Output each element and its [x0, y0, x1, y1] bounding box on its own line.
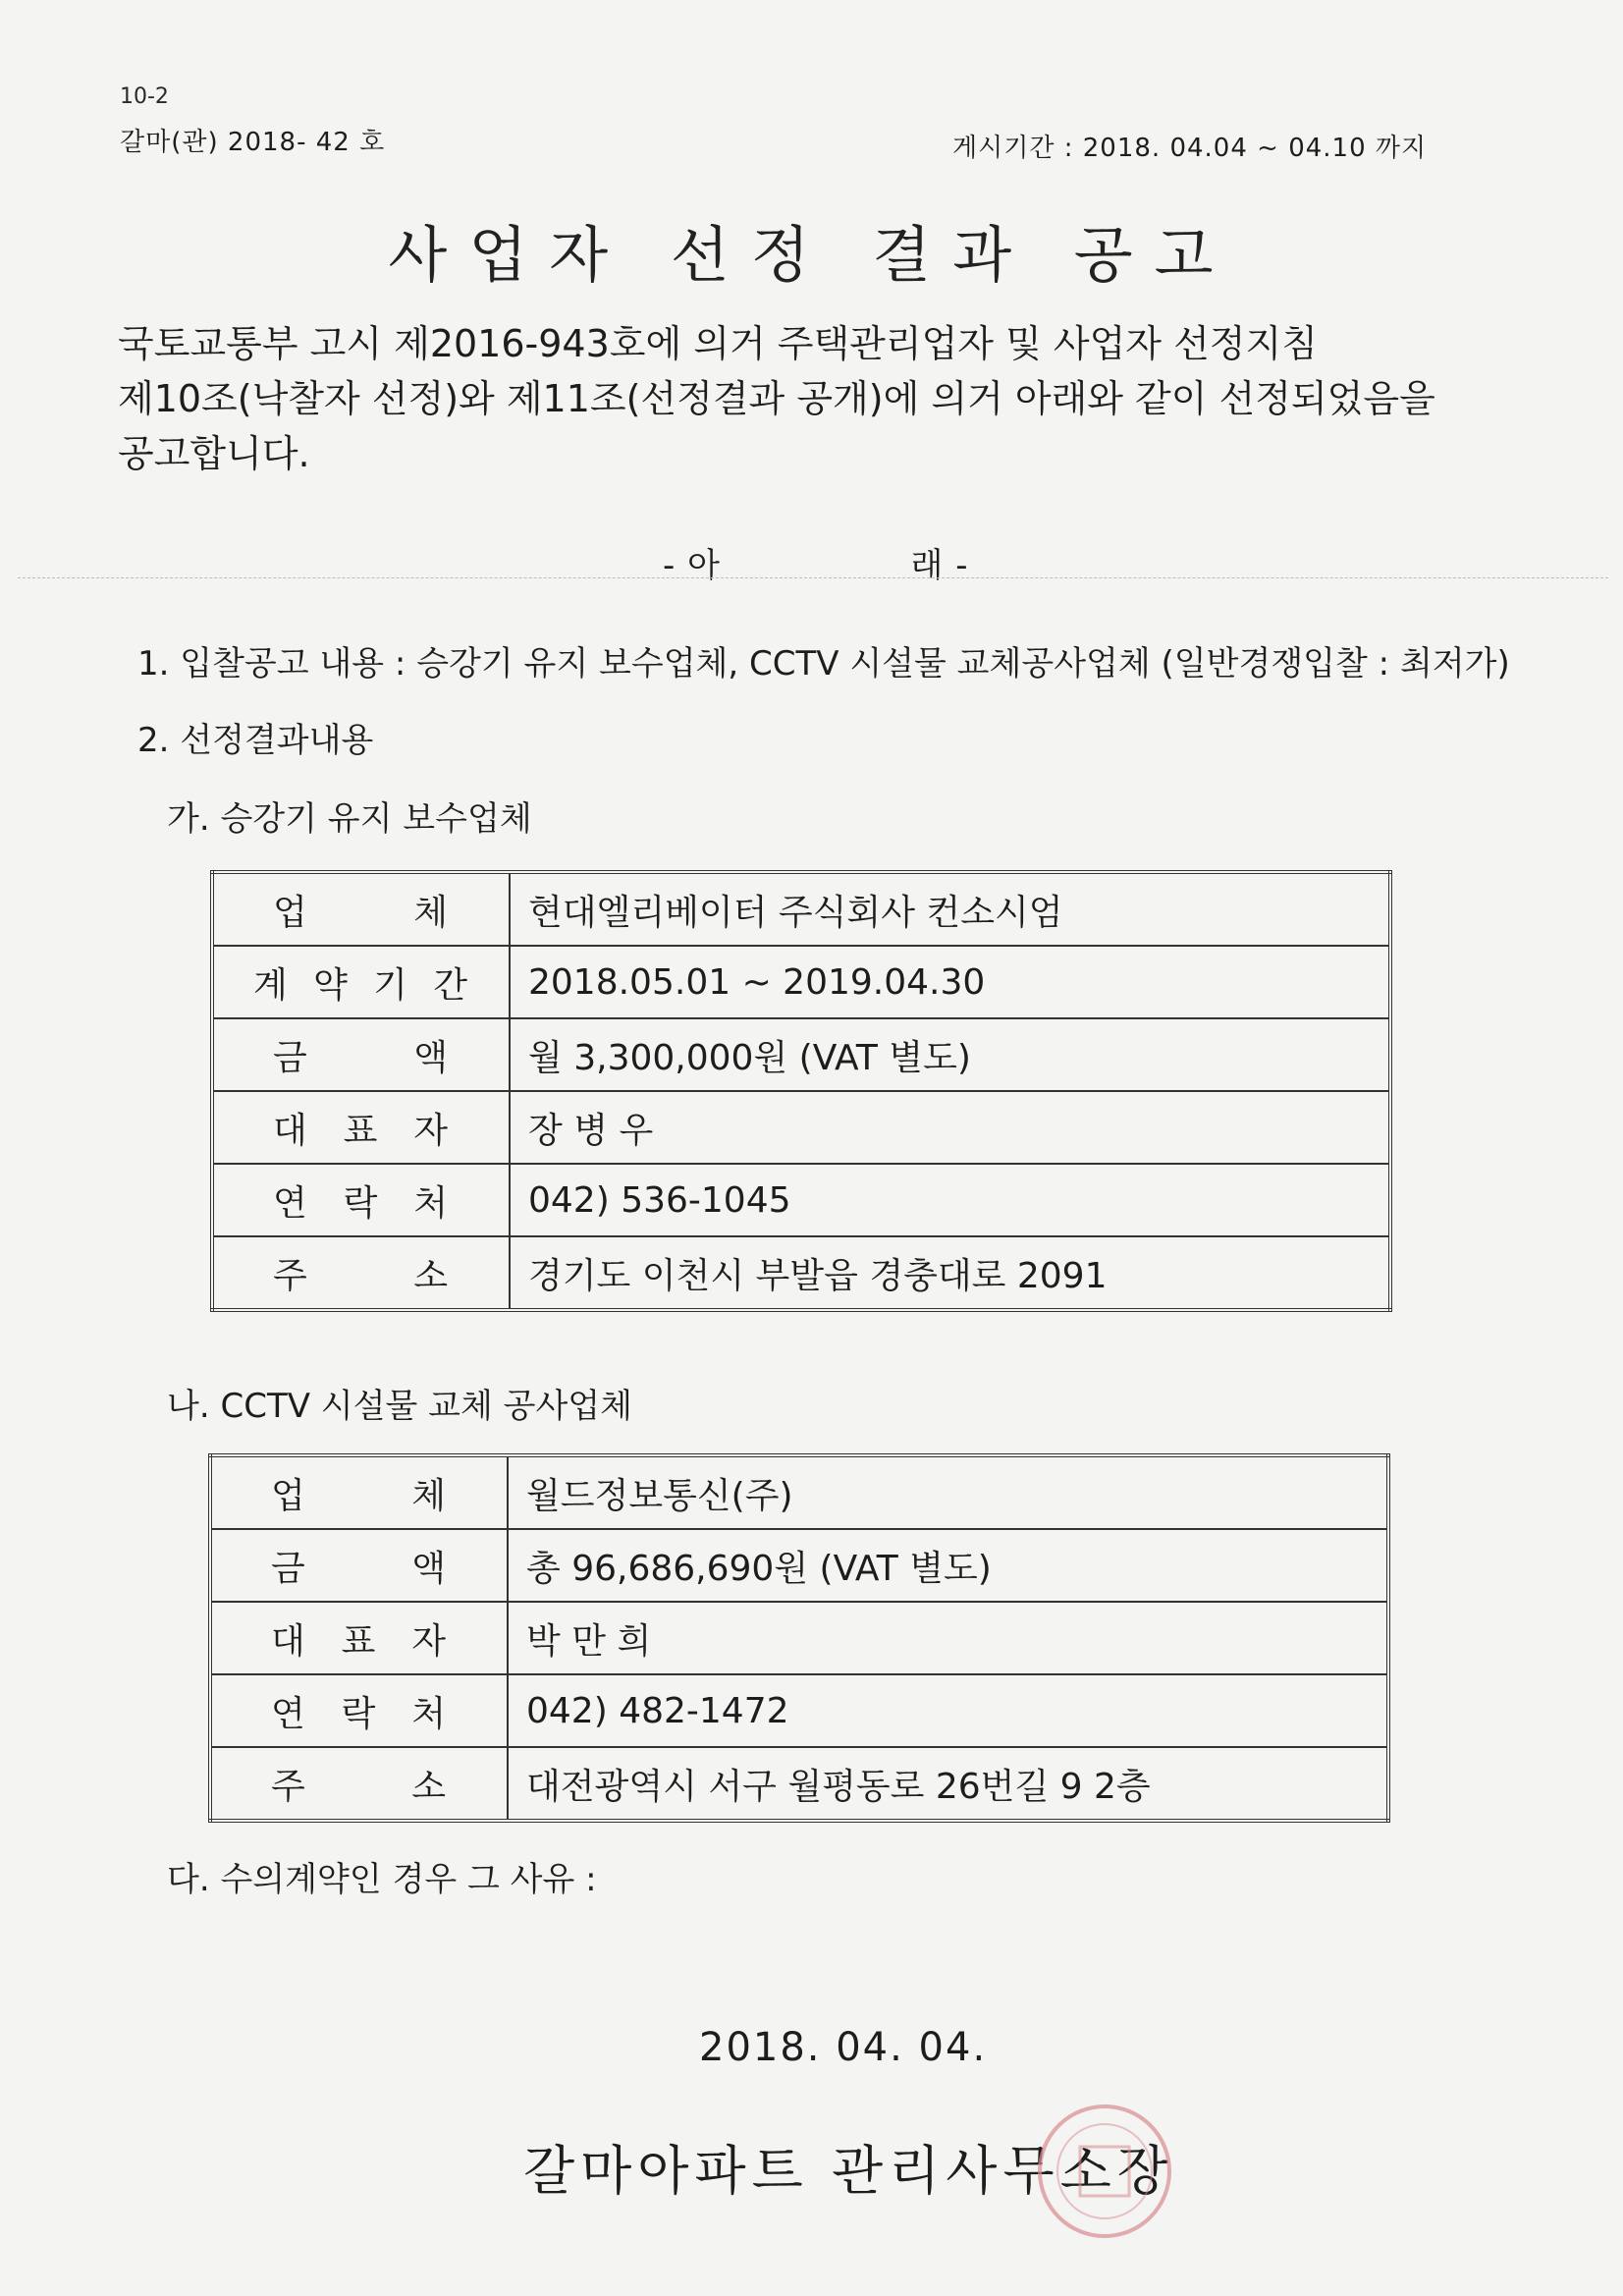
row-label-text — [273, 1030, 450, 1080]
row-label — [212, 1164, 510, 1236]
label-char: 연 — [271, 1693, 307, 1734]
label-char: 표 — [343, 1110, 380, 1151]
row-label-text — [271, 1468, 448, 1518]
section-b-heading: 나. CCTV 시설물 교체 공사업체 — [167, 1387, 632, 1426]
label-char: 자 — [411, 1620, 448, 1662]
table-row — [210, 1674, 1388, 1747]
label-char: 처 — [413, 1182, 450, 1224]
label-char: 약 — [313, 964, 350, 1006]
table-row — [212, 1236, 1390, 1310]
label-char: 업 — [273, 892, 309, 933]
divider — [18, 577, 1608, 578]
row-label — [212, 1236, 510, 1310]
table-row — [212, 872, 1390, 946]
row-label-text — [253, 957, 469, 1008]
row-label-text — [271, 1613, 448, 1664]
label-char: 락 — [341, 1693, 378, 1734]
label-char: 금 — [271, 1548, 307, 1589]
row-label — [210, 1674, 508, 1747]
row-label-text — [273, 1248, 450, 1298]
official-seal-stamp — [1031, 2098, 1178, 2245]
intro-line-2: 제10조(낙찰자 선정)와 제11조(선정결과 공개)에 의거 아래와 같이 선정되었음을 — [118, 377, 1435, 420]
row-label — [212, 1091, 510, 1164]
row-value: 장 병 우 — [510, 1091, 1390, 1164]
label-char: 액 — [413, 1037, 450, 1078]
row-label — [212, 872, 510, 946]
below-heading-left: - 아 — [663, 546, 721, 585]
row-value: 월드정보통신(주) — [508, 1455, 1388, 1529]
row-label — [210, 1455, 508, 1529]
label-char: 대 — [273, 1110, 309, 1151]
table-row — [212, 946, 1390, 1018]
row-value: 042) 482-1472 — [508, 1674, 1388, 1747]
row-label — [210, 1602, 508, 1674]
section-c-heading: 다. 수의계약인 경우 그 사유 : — [167, 1860, 597, 1899]
row-value: 경기도 이천시 부발읍 경충대로 2091 — [510, 1236, 1390, 1310]
section-a-heading: 가. 승강기 유지 보수업체 — [167, 799, 532, 839]
notice-date: 2018. 04. 04. — [699, 2025, 988, 2070]
label-char: 금 — [273, 1037, 309, 1078]
table-row — [212, 1018, 1390, 1091]
table-row — [210, 1747, 1388, 1821]
row-label-text — [271, 1541, 448, 1591]
below-heading — [663, 538, 968, 586]
label-char: 계 — [253, 964, 290, 1006]
label-char: 간 — [433, 964, 469, 1006]
intro-line-3: 공고합니다. — [118, 432, 310, 475]
table-row — [212, 1091, 1390, 1164]
label-char: 자 — [413, 1110, 450, 1151]
row-label — [212, 946, 510, 1018]
result-item: 2. 선정결과내용 — [137, 721, 374, 760]
table-row — [210, 1529, 1388, 1602]
label-char: 연 — [273, 1182, 309, 1224]
label-char: 주 — [271, 1766, 307, 1807]
bid-notice-item: 1. 입찰공고 내용 : 승강기 유지 보수업체, CCTV 시설물 교체공사업체 (일반경쟁입찰 : 최저가) — [137, 644, 1510, 683]
intro-line-1: 국토교통부 고시 제2016-943호에 의거 주택관리업자 및 사업자 선정지침 — [118, 322, 1318, 365]
label-char: 소 — [411, 1766, 448, 1807]
label-char: 업 — [271, 1475, 307, 1516]
row-value: 대전광역시 서구 월평동로 26번길 9 2층 — [508, 1747, 1388, 1821]
row-value: 2018.05.01 ~ 2019.04.30 — [510, 946, 1390, 1018]
below-heading-right: 래 - — [910, 546, 969, 585]
row-label-text — [273, 1175, 450, 1226]
label-char: 체 — [413, 892, 450, 933]
elevator-vendor-table — [210, 870, 1392, 1312]
row-label-text — [271, 1759, 448, 1809]
table-row — [212, 1164, 1390, 1236]
row-value: 총 96,686,690원 (VAT 별도) — [508, 1529, 1388, 1602]
row-value: 박 만 희 — [508, 1602, 1388, 1674]
label-char: 대 — [271, 1620, 307, 1662]
row-label — [210, 1529, 508, 1602]
row-label-text — [273, 1103, 450, 1153]
cctv-vendor-table — [208, 1453, 1390, 1823]
page-title: 사업자 선정 결과 공고 — [388, 219, 1235, 291]
label-char: 기 — [373, 964, 409, 1006]
label-char: 표 — [341, 1620, 378, 1662]
label-char: 체 — [411, 1475, 448, 1516]
row-label-text — [273, 885, 450, 935]
row-label-text — [271, 1686, 448, 1736]
label-char: 주 — [273, 1255, 309, 1296]
document-number: 갈마(관) 2018- 42 호 — [120, 128, 386, 157]
table-row — [210, 1455, 1388, 1529]
row-value: 월 3,300,000원 (VAT 별도) — [510, 1018, 1390, 1091]
row-value: 042) 536-1045 — [510, 1164, 1390, 1236]
label-char: 락 — [343, 1182, 380, 1224]
row-label — [212, 1018, 510, 1091]
form-number: 10-2 — [120, 84, 169, 109]
posting-period: 게시기간 : 2018. 04.04 ~ 04.10 까지 — [952, 134, 1428, 163]
signature-line: 갈마아파트 관리사무소장 — [523, 2140, 1174, 2202]
label-char: 소 — [413, 1255, 450, 1296]
label-char: 액 — [411, 1548, 448, 1589]
intro-paragraph — [118, 316, 1512, 481]
row-value: 현대엘리베이터 주식회사 컨소시엄 — [510, 872, 1390, 946]
label-char: 처 — [411, 1693, 448, 1734]
table-row — [210, 1602, 1388, 1674]
row-label — [210, 1747, 508, 1821]
